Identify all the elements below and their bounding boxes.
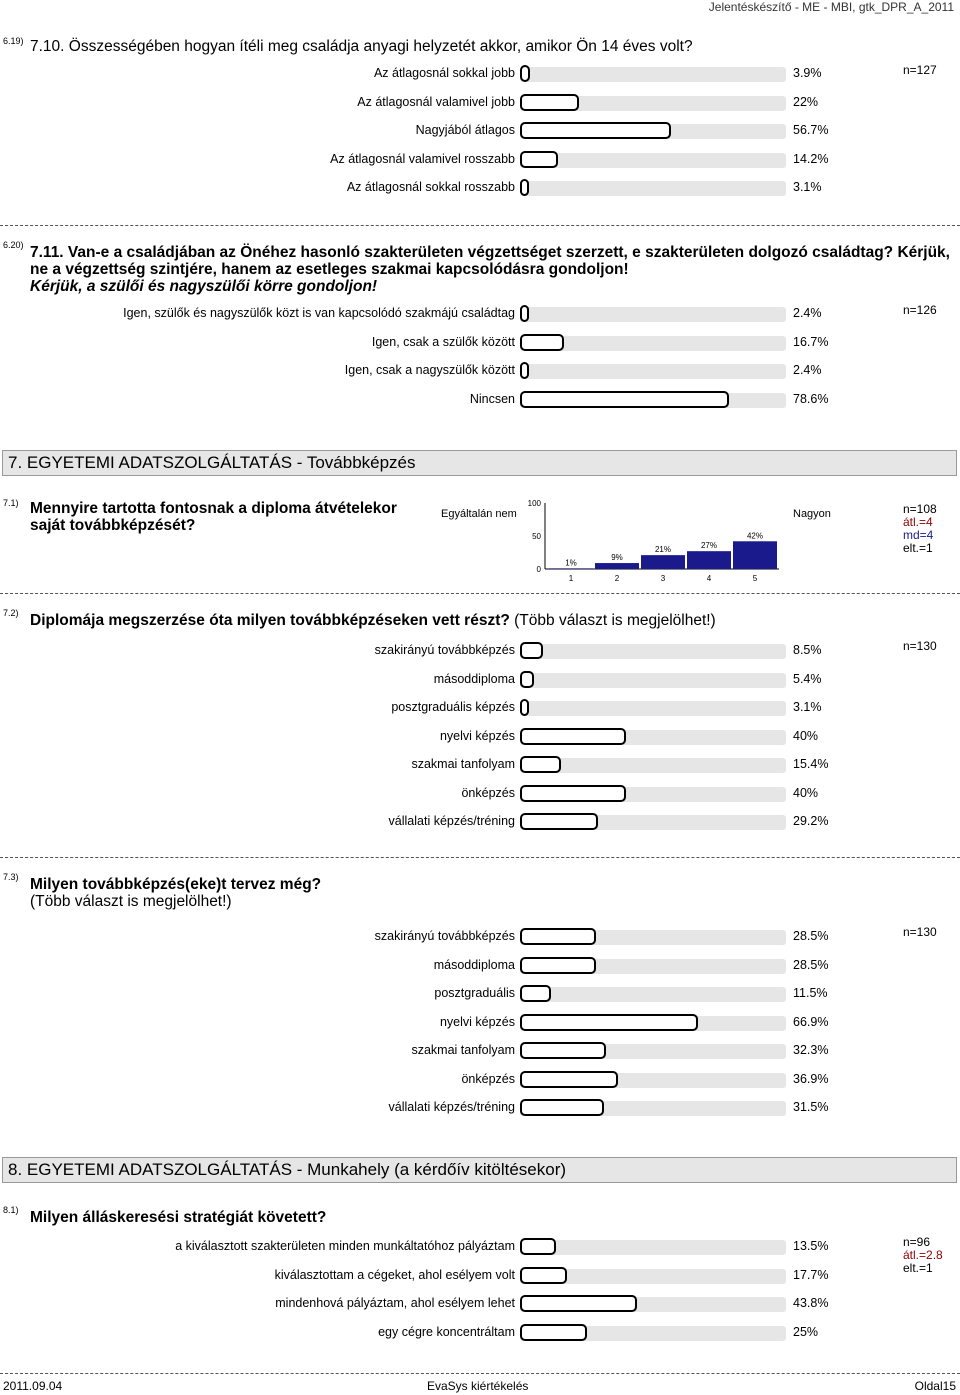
question-title-text: 7.11. Van-e a családjában az Önéhez hasonló szakterületen végzettséget szerzett, e szakterületen dolgozó családtag? Kérjük, ne a végzettség szintjére, hanem az esetleges szakmai kapcsolódásra gondoljon! — [30, 244, 950, 278]
answer-label: vállalati képzés/tréning — [388, 1100, 515, 1114]
answer-percent: 13.5% — [793, 1239, 829, 1253]
answer-label: posztgraduális képzés — [391, 700, 515, 714]
section-header: 7. EGYETEMI ADATSZOLGÁLTATÁS - Továbbképzés — [2, 450, 957, 476]
bar-track — [520, 393, 786, 408]
bar-fill — [520, 1267, 567, 1284]
y-tick-label: 0 — [536, 565, 541, 574]
section-divider — [0, 225, 960, 226]
bar-track — [520, 701, 786, 716]
answer-percent: 29.2% — [793, 814, 829, 828]
answer-label: nyelvi képzés — [439, 728, 515, 743]
data-label: 42% — [746, 531, 764, 541]
answer-label: szakmai tanfolyam — [411, 1043, 515, 1057]
std-deviation: elt.=1 — [903, 1261, 933, 1275]
stats-block — [903, 503, 937, 555]
bar-track — [520, 758, 786, 773]
bar-fill — [520, 65, 530, 82]
bar-fill — [520, 813, 598, 830]
question-title — [30, 244, 955, 295]
footer-divider — [0, 1373, 960, 1374]
answer-label: másoddiploma — [433, 671, 515, 686]
section-divider — [0, 857, 960, 858]
sample-size: n=127 — [903, 63, 937, 77]
bar-fill — [520, 1014, 698, 1031]
sample-size: n=130 — [903, 639, 937, 653]
answer-percent: 3.1% — [793, 180, 822, 194]
report-header: Jelentéskészítő - ME - MBI, gtk_DPR_A_2011 — [708, 0, 954, 14]
data-label: 27% — [700, 541, 718, 551]
bar-track — [520, 815, 786, 830]
bar-fill — [520, 642, 543, 659]
answer-percent: 31.5% — [793, 1100, 829, 1114]
sample-size: n=130 — [903, 925, 937, 939]
bar-track — [520, 96, 786, 111]
histogram-bar — [733, 541, 777, 569]
answer-label: szakirányú továbbképzés — [374, 643, 515, 657]
scale-right-label: Nagyon — [793, 508, 831, 520]
question-title-text: Milyen továbbképzés(eke)t tervez még? — [30, 876, 322, 893]
y-tick-label: 100 — [527, 499, 541, 508]
answer-percent: 78.6% — [793, 391, 829, 406]
question-number: 6.19) — [3, 36, 24, 46]
sample-size: n=108 — [903, 502, 937, 516]
answer-label: mindenhová pályáztam, ahol esélyem lehet — [275, 1296, 515, 1310]
bar-fill — [520, 1324, 587, 1341]
answer-percent: 66.9% — [793, 1014, 829, 1029]
answer-percent: 5.4% — [793, 671, 822, 686]
question-number: 6.20) — [3, 240, 24, 250]
bar-fill — [520, 305, 529, 322]
answer-percent: 40% — [793, 728, 819, 743]
answer-percent: 14.2% — [793, 151, 829, 166]
question-title: Mennyire tartotta fontosnak a diploma átvételekor saját továbbképzését? — [30, 500, 397, 534]
median-value: md=4 — [903, 528, 934, 542]
bar-fill — [520, 728, 626, 745]
x-tick-label: 4 — [706, 574, 712, 583]
answer-label: Az átlagosnál valamivel jobb — [357, 94, 515, 109]
bar-track — [520, 1240, 786, 1255]
sample-size: n=96 — [903, 1235, 931, 1249]
x-tick-label: 3 — [660, 574, 666, 583]
bar-track — [520, 730, 786, 745]
bar-track — [520, 364, 786, 379]
question-title-note: (Több választ is megjelölhet!) — [30, 893, 232, 910]
question-title — [30, 38, 930, 55]
bar-fill — [520, 1042, 606, 1059]
answer-percent: 22% — [793, 94, 819, 109]
bar-track — [520, 787, 786, 802]
page-number: Oldal15 — [914, 1379, 956, 1393]
data-label: 21% — [654, 545, 672, 555]
answer-percent: 28.5% — [793, 957, 829, 972]
answer-percent: 43.8% — [793, 1296, 829, 1310]
bar-track — [520, 1297, 786, 1312]
bar-fill — [520, 785, 626, 802]
answer-label: másoddiploma — [433, 957, 515, 972]
question-title — [30, 876, 530, 910]
answer-percent: 3.1% — [793, 700, 822, 714]
bar-track — [520, 1269, 786, 1284]
footer-date: 2011.09.04 — [3, 1379, 63, 1393]
question-number: 8.1) — [3, 1205, 19, 1215]
bar-track — [520, 67, 786, 82]
bar-fill — [520, 179, 529, 196]
answer-label: Az átlagosnál sokkal rosszabb — [346, 180, 515, 194]
answer-percent: 3.9% — [793, 66, 822, 80]
answer-label: szakirányú továbbképzés — [374, 929, 515, 943]
bar-fill — [520, 391, 729, 408]
bar-fill — [520, 151, 558, 168]
bar-track — [520, 1073, 786, 1088]
answer-label: Az átlagosnál valamivel rosszabb — [330, 151, 515, 166]
bar-track — [520, 336, 786, 351]
bar-fill — [520, 1071, 618, 1088]
bar-track — [520, 1044, 786, 1059]
histogram-bar — [595, 563, 639, 569]
answer-label: egy cégre koncentráltam — [378, 1324, 515, 1339]
rating-histogram — [525, 495, 795, 587]
answer-label: Igen, csak a szülők között — [371, 334, 515, 349]
answer-label: kiválasztottam a cégeket, ahol esélyem volt — [274, 1267, 515, 1282]
sample-size: n=126 — [903, 303, 937, 317]
bar-fill — [520, 334, 564, 351]
answer-percent: 8.5% — [793, 643, 822, 657]
x-tick-label: 5 — [752, 574, 758, 583]
bar-fill — [520, 957, 596, 974]
question-title-italic: Kérjük, a szülői és nagyszülői körre gondoljon! — [30, 278, 378, 295]
mean-value: átl.=4 — [903, 515, 933, 529]
answer-label: posztgraduális — [434, 986, 515, 1000]
bar-fill — [520, 1238, 556, 1255]
x-tick-label: 1 — [568, 574, 574, 583]
question-number: 7.2) — [3, 608, 19, 618]
answer-label: Igen, szülők és nagyszülők közt is van kapcsolódó szakmájú családtag — [123, 306, 515, 320]
bar-track — [520, 987, 786, 1002]
question-title — [30, 612, 930, 629]
answer-label: Nincsen — [469, 391, 515, 406]
section-header: 8. EGYETEMI ADATSZOLGÁLTATÁS - Munkahely (a kérdőív kitöltésekor) — [2, 1157, 957, 1183]
answer-percent: 25% — [793, 1324, 819, 1339]
bar-track — [520, 181, 786, 196]
bar-fill — [520, 985, 551, 1002]
answer-percent: 17.7% — [793, 1267, 829, 1282]
data-label: 9% — [611, 553, 623, 563]
section-divider — [0, 593, 960, 594]
bar-track — [520, 959, 786, 974]
question-title-text: Diplomája megszerzése óta milyen továbbképzéseken vett részt? — [30, 612, 510, 629]
y-tick-label: 50 — [532, 532, 541, 541]
bar-fill — [520, 94, 579, 111]
bar-track — [520, 124, 786, 139]
answer-label: Igen, csak a nagyszülők között — [344, 363, 515, 377]
answer-percent: 16.7% — [793, 334, 829, 349]
bar-fill — [520, 1295, 637, 1312]
bar-track — [520, 307, 786, 322]
bar-track — [520, 1326, 786, 1341]
answer-label: önképzés — [461, 1071, 515, 1086]
answer-label: Nagyjából átlagos — [415, 123, 515, 137]
question-title: Milyen álláskeresési stratégiát követett? — [30, 1209, 327, 1226]
answer-percent: 56.7% — [793, 123, 829, 137]
bar-fill — [520, 362, 529, 379]
stats-block — [903, 1236, 943, 1275]
mean-value: átl.=2.8 — [903, 1248, 943, 1262]
bar-track — [520, 1016, 786, 1031]
answer-label: vállalati képzés/tréning — [388, 814, 515, 828]
answer-percent: 36.9% — [793, 1071, 829, 1086]
bar-fill — [520, 928, 596, 945]
question-number: 7.1) — [3, 498, 19, 508]
answer-label: önképzés — [461, 785, 515, 800]
answer-label: a kiválasztott szakterületen minden munkáltatóhoz pályáztam — [175, 1239, 515, 1253]
bar-fill — [520, 756, 561, 773]
histogram-bar — [641, 555, 685, 569]
scale-left-label: Egyáltalán nem — [441, 508, 517, 520]
answer-label: Az átlagosnál sokkal jobb — [373, 66, 515, 80]
answer-percent: 2.4% — [793, 363, 822, 377]
footer-center: EvaSys kiértékelés — [427, 1379, 529, 1393]
histogram-bar — [687, 551, 731, 569]
histogram-bar — [549, 568, 593, 569]
std-deviation: elt.=1 — [903, 541, 933, 555]
answer-percent: 2.4% — [793, 306, 822, 320]
question-number: 7.3) — [3, 872, 19, 882]
bar-track — [520, 153, 786, 168]
answer-label: szakmai tanfolyam — [411, 757, 515, 771]
x-tick-label: 2 — [614, 574, 620, 583]
answer-percent: 28.5% — [793, 929, 829, 943]
bar-track — [520, 673, 786, 688]
answer-percent: 15.4% — [793, 757, 829, 771]
data-label: 1% — [565, 558, 577, 568]
bar-track — [520, 930, 786, 945]
bar-track — [520, 644, 786, 659]
bar-fill — [520, 699, 529, 716]
answer-label: nyelvi képzés — [439, 1014, 515, 1029]
question-title-note: (Több választ is megjelölhet!) — [514, 612, 716, 629]
answer-percent: 11.5% — [793, 986, 828, 1000]
bar-fill — [520, 122, 671, 139]
bar-fill — [520, 671, 534, 688]
bar-fill — [520, 1099, 604, 1116]
question-title-text: 7.10. Összességében hogyan ítéli meg családja anyagi helyzetét akkor, amikor Ön 14 éves volt? — [30, 38, 693, 55]
answer-percent: 32.3% — [793, 1043, 829, 1057]
answer-percent: 40% — [793, 785, 819, 800]
bar-track — [520, 1101, 786, 1116]
